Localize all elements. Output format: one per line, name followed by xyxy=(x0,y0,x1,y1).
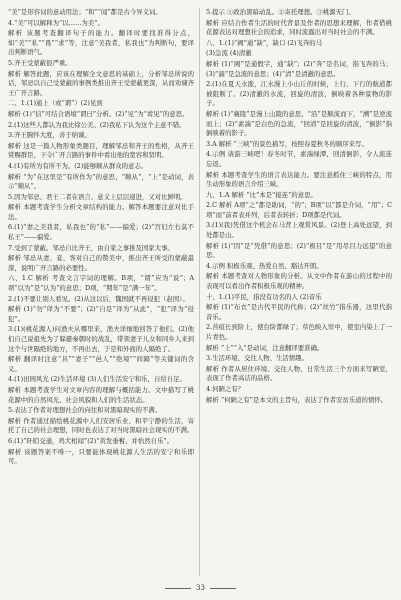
paragraph: 3.(1)(桃花源人)问渔夫从哪里来，渔夫详细地回答了他们。(2)他们自己说祖先为了躲避秦朝时的战乱，带领妻子儿女和同乡人来到这个与世隔绝的地方，不再出去，于是和外面的人隔绝了。 xyxy=(8,325,194,353)
paragraph: 解析 (1)“信”可结合语境“谓曰”分析。(2)“见”为“看见”的意思。 xyxy=(8,109,189,118)
paragraph: 5.表达了作者对理想社会的向往和对黑暗现实的不满。 xyxy=(8,406,162,415)
paragraph: 解析 翻译时注意“具”“妻子”“邑人”“绝境”“间隔”等关键词的含义。 xyxy=(8,355,194,373)
paragraph: 4.示例 请游三峡吧！春冬时节，素湍绿潭，回清倒影，令人流连忘返。 xyxy=(206,150,392,168)
paragraph: 6.(1)“阡陌交通，鸡犬相闻”(2)“黄发垂髫，并怡然自乐”。 xyxy=(8,436,174,445)
paragraph: 六、1.C 解析 考查文言字词的理解。B项，“谓”应为“说”；A项“以为”是“认为”的意思；D项，“期年”是“满一年”。 xyxy=(8,274,194,293)
paragraph: 3.生活环境、交往人物、生活情趣。 xyxy=(206,354,308,363)
paragraph: 4.示例 积极乐观、热爱自然、豁达开朗。 xyxy=(206,261,323,270)
paragraph: 二、1.(1)通上（或“谓”）(2)见到 xyxy=(8,99,103,108)
paragraph: 6.(1)“妻之美我者，私我也”的“私”——偏爱；(2)“宫妇左右莫不私王”——偏爱。 xyxy=(8,223,194,242)
paragraph: 解析 (1)“布衣”是古代平民的代称；(2)“丝竹”指乐器，这里代指音乐。 xyxy=(206,303,392,321)
paragraph: 解析 该题答案不唯一，只要能体现桃花源人生活的安宁和乐即可。 xyxy=(8,447,194,466)
paragraph: 2.(1)这些人都认为我比徐公美。(2)我私下认为这个主意不错。 xyxy=(8,120,186,129)
paragraph: 3.A 解析 “三峡”的景色描写，按照春夏秋冬的顺序来写。 xyxy=(206,139,368,148)
paragraph: 5.提示 ①政治黑暗动乱。②寄托理想。③桃源无门。 xyxy=(206,8,355,16)
paragraph: 2.(1)不要让别人看见。(2)从这以后，魏国就不再侵犯（赵国）。 xyxy=(8,294,189,303)
paragraph: 4.(1)有所为有所不为。(2)能够顺从群众的意志。 xyxy=(8,161,148,170)
paragraph: 4.“美”可以解释为“以……为美”。 xyxy=(8,18,104,27)
paragraph: 解析 邹忌从妻、妾、客对自己的赞美中，推出齐王所受的蒙蔽最深，说明广开言路的必要性。 xyxy=(8,254,194,272)
paragraph: 2.苔痕长到阶上，使台阶都绿了；草色映入帘中，使室内染上了一片青色。 xyxy=(206,323,392,341)
paragraph: 八、1.(1)“阙”通“缺”，缺口 (2)飞奔的马 xyxy=(206,38,322,47)
right-column xyxy=(206,8,392,406)
paragraph: 解析 “为”在这里是“有所作为”的意思，“顺从”，“上”是动词，表示“顺从”。 xyxy=(8,172,194,191)
paragraph: 解析 作者从居住环境、交往人物、日常生活三个方面来写陋室，表现了作者高洁的品格。 xyxy=(206,364,392,383)
paragraph: 解析 作者通过描绘桃花源中人们安居乐业、和平宁静的生活，寄托了自己的社会理想，同时也表达了对当时黑暗社会现实的不满。 xyxy=(8,416,194,435)
column-divider xyxy=(199,8,200,576)
paragraph: 4.(1)田园风光 (2)生活环境 (3)人们生活安宁和乐，自给自足。 xyxy=(8,375,186,384)
paragraph: 3.(1)(我)凭借这个机会在马背上观赏风景。(2)登上高处远望，到处都是山。 xyxy=(206,221,392,240)
paragraph: 5.因为邹忌、君王二者在语言、意义上层层递进，又对比鲜明。 xyxy=(8,192,187,201)
paragraph: 2.(1)在夏天水涨，江水漫上小山丘的时候，上行、下行的航道都被阻断了。(2)清澈的水流，回旋的清波，倒映着各种景物的影子。 xyxy=(206,80,392,108)
paragraph: 5.齐王受蒙蔽很严重。 xyxy=(8,58,72,67)
paragraph: 解析 该题考查翻译句子的能力。翻译时要找准得分点，如“美”“私”“畏”“求”等，注意“美我者，私我也”为判断句，要译出判断语气。 xyxy=(8,29,194,57)
paragraph: 解析 (1)“阙”是通假字，通“缺”；(2)“奔”是名词，指飞奔的马；(3)“湍”是急流的意思；(4)“清”是清澈的意思。 xyxy=(206,59,392,78)
left-column xyxy=(8,8,194,468)
paragraph: 解析 “何陋之有”是本文的主旨句，表达了作者安贫乐道的情怀。 xyxy=(206,395,388,404)
footer-dash-left xyxy=(165,588,191,589)
paragraph: 解析 本题考查学生分析文章结构的能力。解答本题要注意对比手法。 xyxy=(8,203,194,221)
paragraph: 解析 “上”“入”是动词，注意翻译要准确。 xyxy=(206,343,324,352)
page-number: 33 xyxy=(196,584,205,592)
paragraph: 4.何陋之有？ xyxy=(206,384,245,393)
paragraph: 7.受到了蒙蔽。邹忌自比齐王，由自家之事推及国家大事。 xyxy=(8,243,174,252)
paragraph: 3.齐王胸怀大度，善于纳谏。 xyxy=(8,131,91,140)
paragraph: “美”是形容词的意动用法；“和”“闻”都是古今异义词。 xyxy=(8,8,162,16)
paragraph: 解析 本题考查对人物形象的分析。从文中作者在游山的过程中的表现可以看出作者积极乐观的精神。 xyxy=(206,272,392,291)
paragraph: 解析 (1)“因”是“凭借”的意思；(2)“极目”是“用尽目力远望”的意思。 xyxy=(206,241,392,260)
paragraph: 十、1.(1)平民，指没有功名的人 (2)音乐 xyxy=(206,292,322,301)
paragraph: 解析 本题考查学生对文章内容的理解与概括能力。文中描写了桃花源中的自然风光、社会风貌和人们的生活状态。 xyxy=(8,385,194,404)
paragraph: 解析 (1)“襄陵”是漫上山陵的意思，“沿”是顺流而下，“溯”是逆流而上；(2)“素湍”是白色的急流，“回清”是回旋的清波，“倒影”指倒映着的影子。 xyxy=(206,109,392,138)
footer-dash-right xyxy=(210,588,236,589)
paragraph: 九、1.A 解析 “比”本是“接连”的意思。 xyxy=(206,190,317,199)
paragraph: 解析 解答此题，应该在理解全文意思的基础上，分析邹忌所说的话，邹忌以自己受蒙蔽的事例类推出齐王受蒙蔽更深，从而劝谏齐王广开言路。 xyxy=(8,69,194,97)
paragraph: 解析 (1)“勿”译为“不要”；(2)“自是”译为“从此”，“犯”译为“侵犯”。 xyxy=(8,305,194,323)
paragraph: 解析 应结合作者生活的时代背景及作者的思想来理解，作者借桃花源表达对理想社会的追求，同时流露出对当时社会的不满。 xyxy=(206,18,392,37)
paragraph: 2.C 解析 A项“之”都是助词，“的”；B项“以”都是介词，“用”；C项“而”前者表并列，后者表转折；D项都是代词。 xyxy=(206,201,392,219)
paragraph: (3)急流 (4)清澈 xyxy=(206,49,252,58)
paragraph: 解析 本题考查学生的语言表达能力。要注意抓住三峡的特点，用生动形象的语言介绍三峡。 xyxy=(206,170,392,189)
page-footer xyxy=(0,584,401,592)
paragraph: 解析 这是一篇人物形象类题目，理解邹忌和齐王的性格，从齐王赏赐群臣、下令广开言路的事件中看出他的宽容和贤明。 xyxy=(8,141,194,160)
